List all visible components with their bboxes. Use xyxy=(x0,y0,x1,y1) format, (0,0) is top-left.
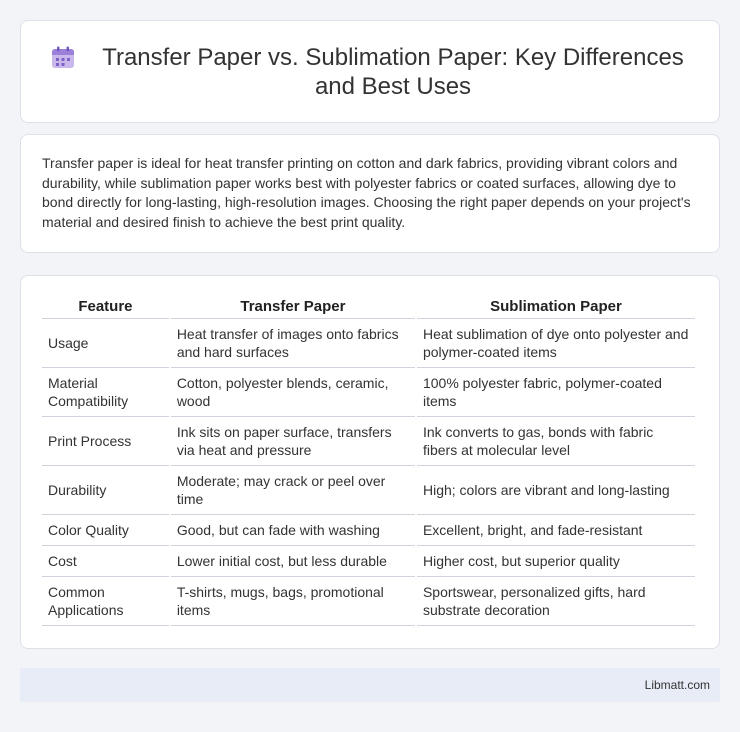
table-cell-sublimation: Ink converts to gas, bonds with fabric fibers at molecular level xyxy=(417,417,695,466)
footer-site-name: Libmatt.com xyxy=(644,678,710,692)
table-cell-sublimation: Higher cost, but superior quality xyxy=(417,546,695,577)
table-cell-feature: Usage xyxy=(42,319,169,368)
table-cell-sublimation: Sportswear, personalized gifts, hard substrate decoration xyxy=(417,577,695,626)
page-container xyxy=(20,20,720,649)
column-header-transfer-paper: Transfer Paper xyxy=(171,297,415,319)
calendar-icon xyxy=(51,46,77,70)
table-cell-feature: Common Applications xyxy=(42,577,169,626)
table-cell-feature: Color Quality xyxy=(42,515,169,546)
table-cell-feature: Print Process xyxy=(42,417,169,466)
table-row xyxy=(42,466,695,515)
table-cell-transfer: Lower initial cost, but less durable xyxy=(171,546,415,577)
table-cell-transfer: Moderate; may crack or peel over time xyxy=(171,466,415,515)
table-cell-feature: Cost xyxy=(42,546,169,577)
table-cell-sublimation: Heat sublimation of dye onto polyester and polymer-coated items xyxy=(417,319,695,368)
table-cell-sublimation: 100% polyester fabric, polymer-coated items xyxy=(417,368,695,417)
page-title: Transfer Paper vs. Sublimation Paper: Key Differences and Best Uses xyxy=(102,43,684,100)
table-cell-transfer: Heat transfer of images onto fabrics and hard surfaces xyxy=(171,319,415,368)
summary-text: Transfer paper is ideal for heat transfer printing on cotton and dark fabrics, providing vibrant colors and durability, while sublimation paper works best with polyester fabrics or coated surfaces, allowing dye to bond directly for long-lasting, high-resolution images. Choosing the right paper depends on your project's material and desired finish to achieve the best print quality. xyxy=(42,155,691,230)
table-row xyxy=(42,368,695,417)
table-cell-sublimation: High; colors are vibrant and long-lasting xyxy=(417,466,695,515)
table-row xyxy=(42,515,695,546)
table-cell-transfer: Good, but can fade with washing xyxy=(171,515,415,546)
table-cell-transfer: Cotton, polyester blends, ceramic, wood xyxy=(171,368,415,417)
table-row xyxy=(42,546,695,577)
table-row xyxy=(42,577,695,626)
table-header-row xyxy=(42,297,695,319)
column-header-sublimation-paper: Sublimation Paper xyxy=(417,297,695,319)
table-row xyxy=(42,417,695,466)
header-card xyxy=(20,20,720,123)
summary-card xyxy=(20,134,720,253)
comparison-table-card xyxy=(20,275,720,649)
title-row xyxy=(51,43,689,101)
table-cell-feature: Durability xyxy=(42,466,169,515)
table-cell-transfer: T-shirts, mugs, bags, promotional items xyxy=(171,577,415,626)
table-cell-transfer: Ink sits on paper surface, transfers via heat and pressure xyxy=(171,417,415,466)
footer xyxy=(20,668,720,702)
table-cell-sublimation: Excellent, bright, and fade-resistant xyxy=(417,515,695,546)
table-cell-feature: Material Compatibility xyxy=(42,368,169,417)
comparison-table xyxy=(40,297,697,626)
column-header-feature: Feature xyxy=(42,297,169,319)
table-row xyxy=(42,319,695,368)
